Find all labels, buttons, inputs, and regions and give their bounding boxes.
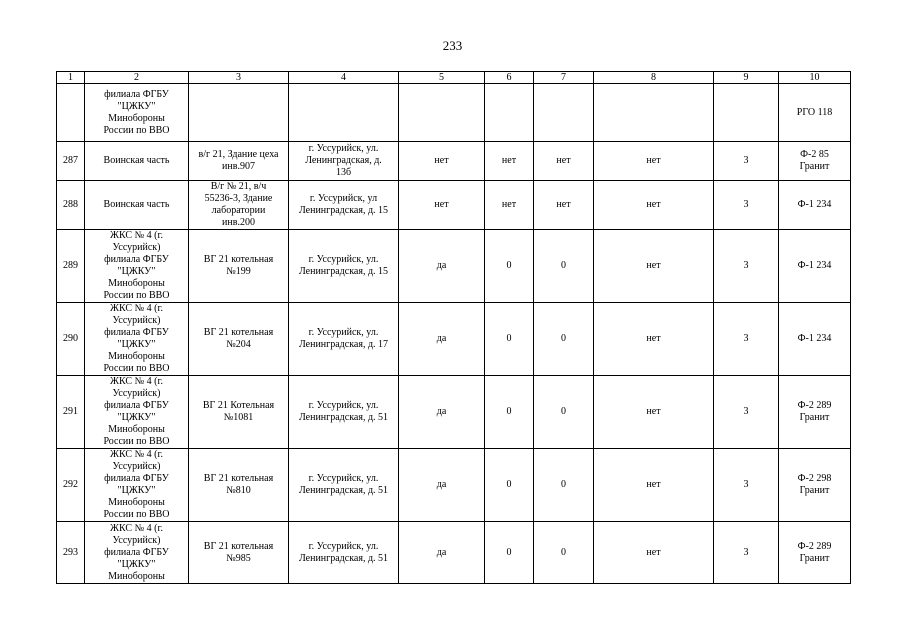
col5-cell: нет	[399, 181, 485, 230]
col6-cell: нет	[485, 181, 534, 230]
col5-cell: да	[399, 449, 485, 522]
organization-cell: филиала ФГБУ "ЦЖКУ" Минобороны России по ВВО	[85, 84, 189, 142]
reference-cell: Ф-2 289 Гранит	[779, 376, 851, 449]
reference-cell: Ф-1 234	[779, 181, 851, 230]
reference-cell: Ф-2 298 Гранит	[779, 449, 851, 522]
col7-cell: 0	[534, 522, 594, 584]
col9-cell: 3	[714, 449, 779, 522]
row-number-cell: 288	[57, 181, 85, 230]
address-cell: г. Уссурийск, ул. Ленинградская, д. 51	[289, 522, 399, 584]
col9-cell: 3	[714, 142, 779, 181]
header-cell: 2	[85, 72, 189, 84]
table-row	[57, 230, 851, 303]
organization-cell: Воинская часть	[85, 181, 189, 230]
row-number-cell: 287	[57, 142, 85, 181]
header-cell: 4	[289, 72, 399, 84]
table-row	[57, 449, 851, 522]
object-cell: ВГ 21 котельная №810	[189, 449, 289, 522]
col6-cell: 0	[485, 230, 534, 303]
address-cell: г. Уссурийск, ул. Ленинградская, д. 51	[289, 449, 399, 522]
col8-cell: нет	[594, 522, 714, 584]
organization-cell: ЖКС № 4 (г. Уссурийск) филиала ФГБУ "ЦЖКУ" Минобороны России по ВВО	[85, 376, 189, 449]
col6-cell: 0	[485, 376, 534, 449]
col5-cell: нет	[399, 142, 485, 181]
address-cell: г. Уссурийск, ул. Ленинградская, д. 13б	[289, 142, 399, 181]
col7-cell: 0	[534, 376, 594, 449]
col7-cell: 0	[534, 303, 594, 376]
col9-cell: 3	[714, 230, 779, 303]
row-number-cell: 289	[57, 230, 85, 303]
registry-table	[56, 71, 851, 584]
object-cell: ВГ 21 котельная №985	[189, 522, 289, 584]
header-cell: 5	[399, 72, 485, 84]
col8-cell: нет	[594, 142, 714, 181]
address-cell: г. Уссурийск, ул. Ленинградская, д. 15	[289, 230, 399, 303]
row-number-cell	[57, 84, 85, 142]
organization-cell: ЖКС № 4 (г. Уссурийск) филиала ФГБУ "ЦЖКУ" Минобороны России по ВВО	[85, 230, 189, 303]
page-number: 233	[442, 38, 463, 53]
address-cell	[289, 84, 399, 142]
col5-cell: да	[399, 522, 485, 584]
table-row	[57, 142, 851, 181]
reference-cell: РГО 118	[779, 84, 851, 142]
col9-cell: 3	[714, 181, 779, 230]
header-cell: 3	[189, 72, 289, 84]
organization-cell: ЖКС № 4 (г. Уссурийск) филиала ФГБУ "ЦЖКУ" Минобороны России по ВВО	[85, 449, 189, 522]
col8-cell: нет	[594, 230, 714, 303]
col7-cell: нет	[534, 181, 594, 230]
header-cell: 1	[57, 72, 85, 84]
object-cell: ВГ 21 котельная №204	[189, 303, 289, 376]
table-row	[57, 522, 851, 584]
col9-cell: 3	[714, 376, 779, 449]
col8-cell	[594, 84, 714, 142]
header-cell: 8	[594, 72, 714, 84]
header-row	[57, 72, 851, 84]
col7-cell	[534, 84, 594, 142]
address-cell: г. Уссурийск, ул. Ленинградская, д. 17	[289, 303, 399, 376]
col6-cell: 0	[485, 303, 534, 376]
table-row-continued	[57, 84, 851, 142]
col8-cell: нет	[594, 181, 714, 230]
reference-cell: Ф-2 85 Гранит	[779, 142, 851, 181]
col6-cell: 0	[485, 522, 534, 584]
col5-cell	[399, 84, 485, 142]
reference-cell: Ф-1 234	[779, 303, 851, 376]
row-number-cell: 291	[57, 376, 85, 449]
object-cell: в/г 21, Здание цеха инв.907	[189, 142, 289, 181]
organization-cell: ЖКС № 4 (г. Уссурийск) филиала ФГБУ "ЦЖКУ" Минобороны	[85, 522, 189, 584]
col7-cell: 0	[534, 230, 594, 303]
col8-cell: нет	[594, 303, 714, 376]
object-cell	[189, 84, 289, 142]
organization-cell: Воинская часть	[85, 142, 189, 181]
col7-cell: нет	[534, 142, 594, 181]
col5-cell: да	[399, 376, 485, 449]
col5-cell: да	[399, 303, 485, 376]
address-cell: г. Уссурийск, ул Ленинградская, д. 15	[289, 181, 399, 230]
header-cell: 7	[534, 72, 594, 84]
row-number-cell: 290	[57, 303, 85, 376]
col8-cell: нет	[594, 449, 714, 522]
object-cell: ВГ 21 Котельная №1081	[189, 376, 289, 449]
table-row	[57, 181, 851, 230]
reference-cell: Ф-2 289 Гранит	[779, 522, 851, 584]
object-cell: В/г № 21, в/ч 55236-3, Здание лаборатории инв.200	[189, 181, 289, 230]
address-cell: г. Уссурийск, ул. Ленинградская, д. 51	[289, 376, 399, 449]
header-cell: 10	[779, 72, 851, 84]
col6-cell: нет	[485, 142, 534, 181]
object-cell: ВГ 21 котельная №199	[189, 230, 289, 303]
col5-cell: да	[399, 230, 485, 303]
col9-cell: 3	[714, 522, 779, 584]
col7-cell: 0	[534, 449, 594, 522]
header-cell: 9	[714, 72, 779, 84]
table-row	[57, 376, 851, 449]
organization-cell: ЖКС № 4 (г. Уссурийск) филиала ФГБУ "ЦЖКУ" Минобороны России по ВВО	[85, 303, 189, 376]
header-cell: 6	[485, 72, 534, 84]
row-number-cell: 293	[57, 522, 85, 584]
table-row	[57, 303, 851, 376]
reference-cell: Ф-1 234	[779, 230, 851, 303]
col8-cell: нет	[594, 376, 714, 449]
col9-cell: 3	[714, 303, 779, 376]
col6-cell: 0	[485, 449, 534, 522]
col6-cell	[485, 84, 534, 142]
row-number-cell: 292	[57, 449, 85, 522]
col9-cell	[714, 84, 779, 142]
